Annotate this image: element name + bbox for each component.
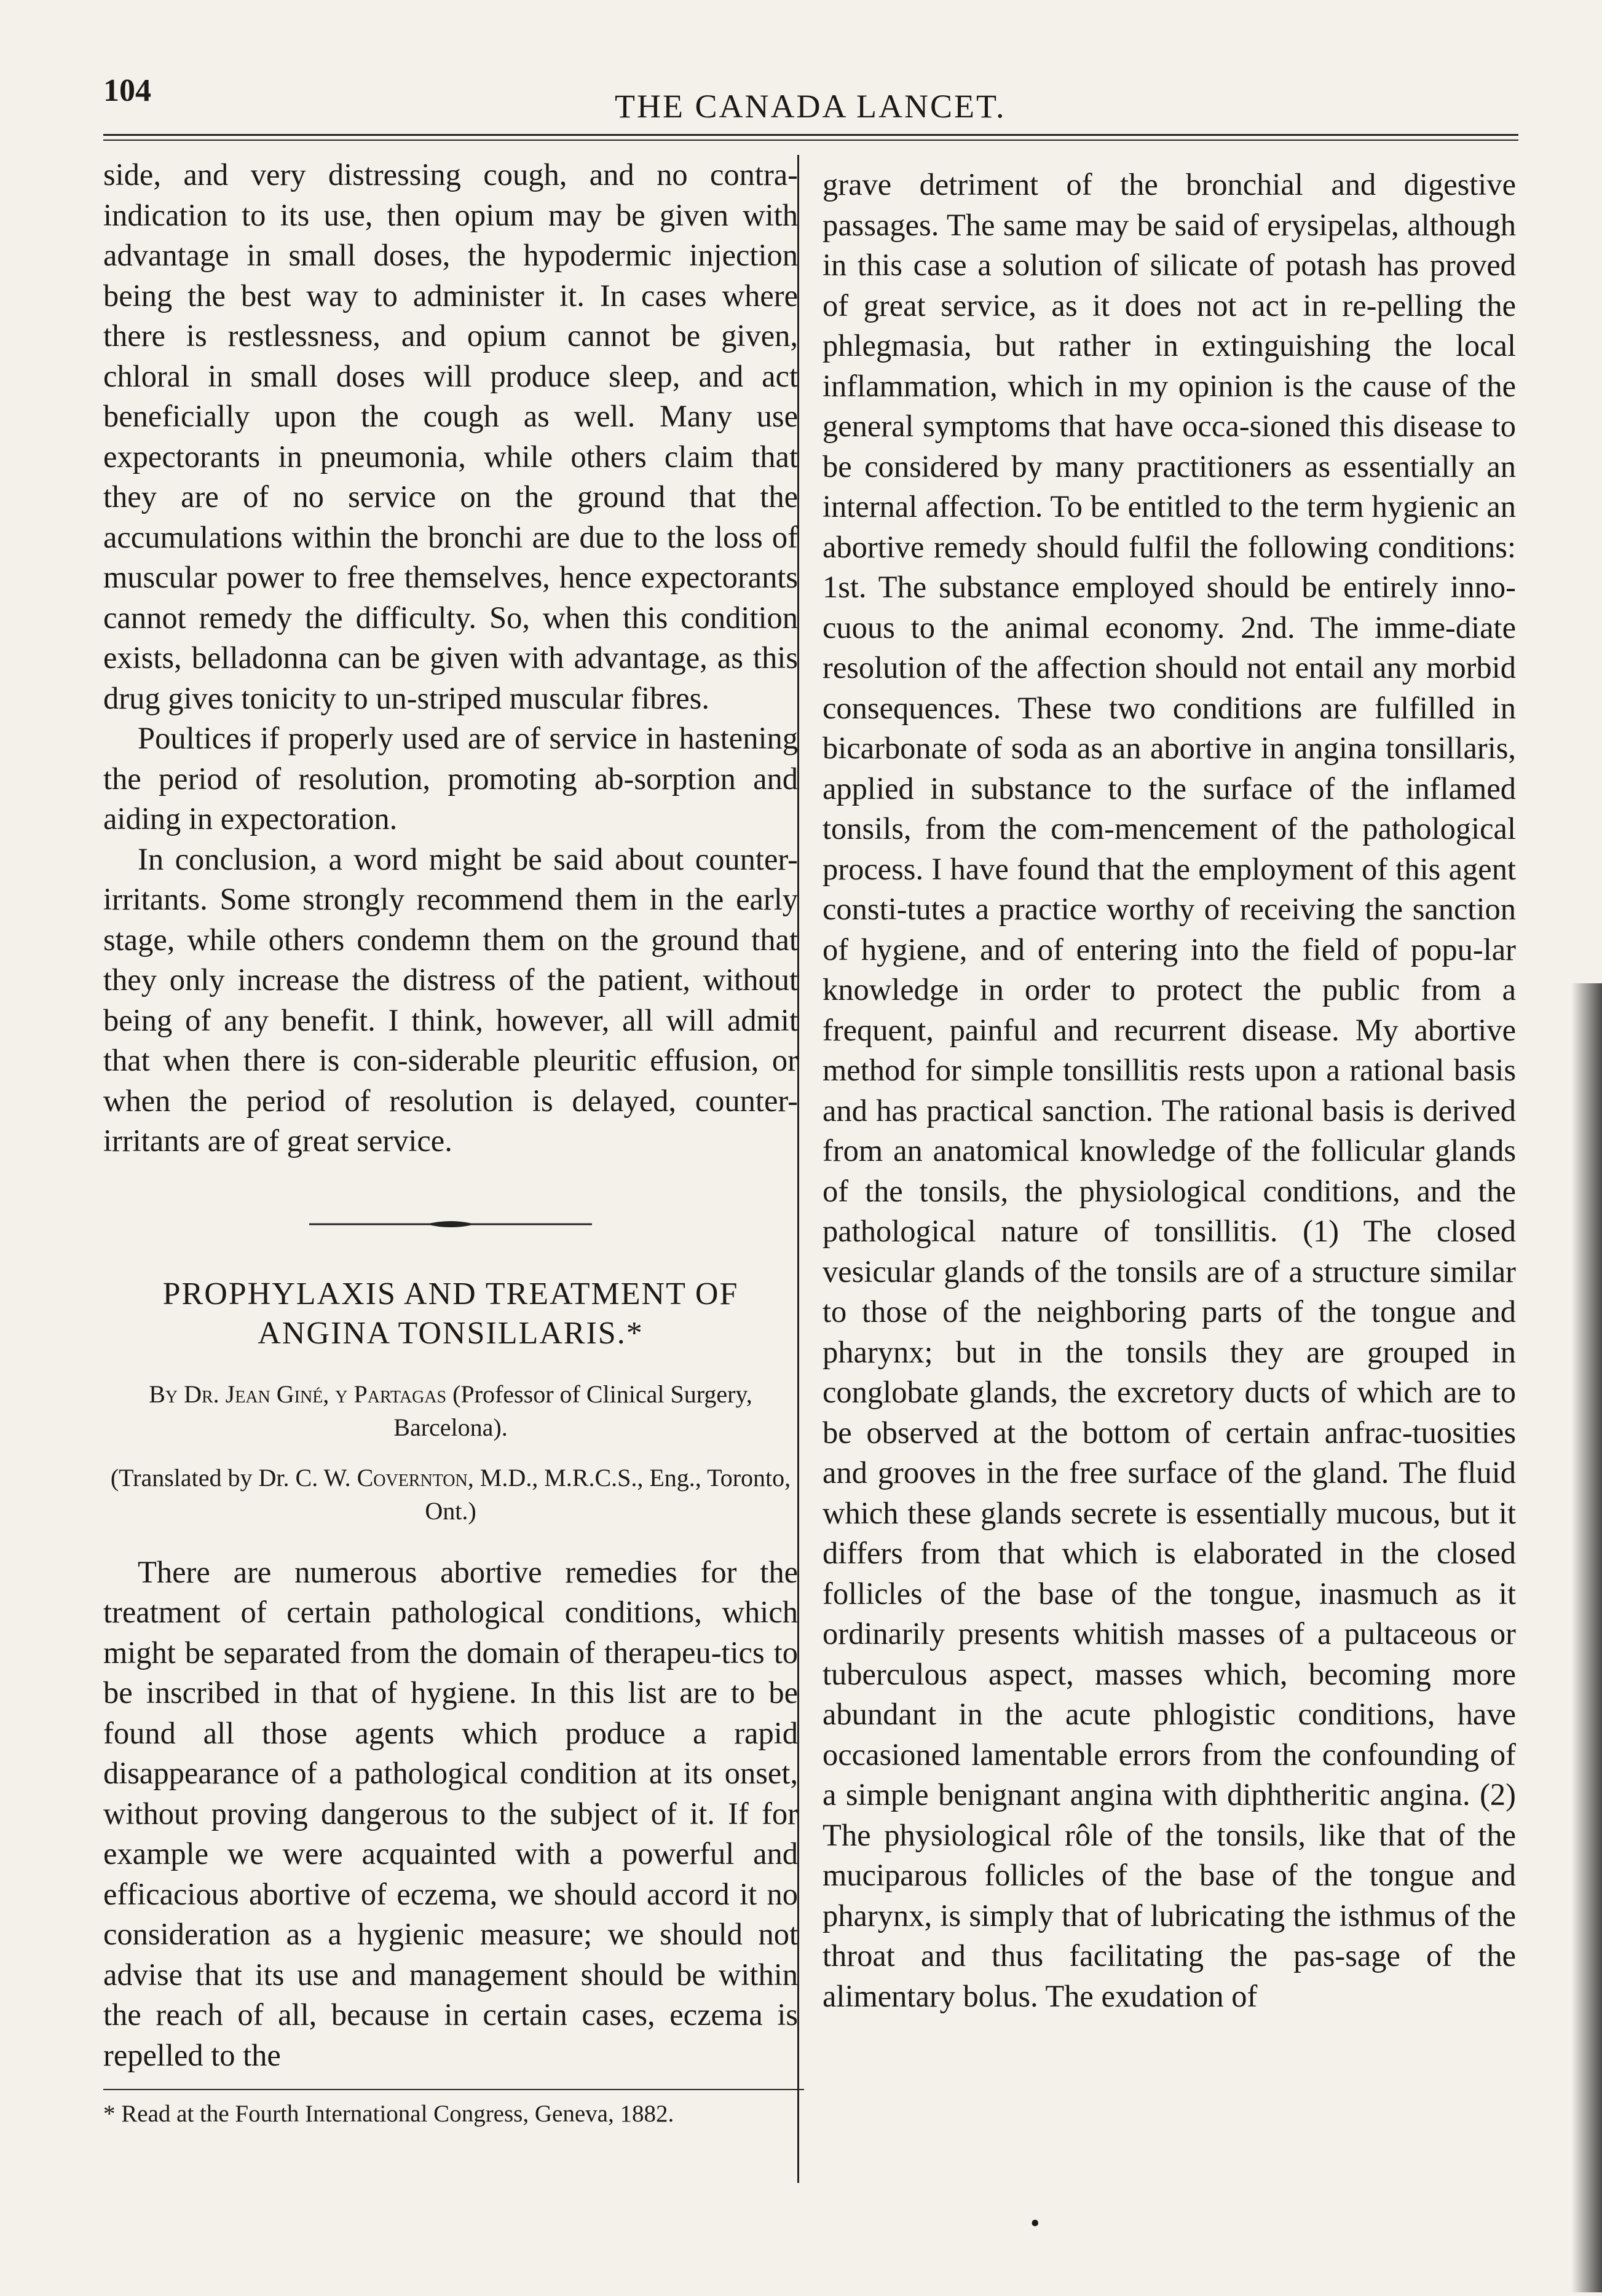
right-paragraph-1: grave detriment of the bronchial and digestive passages. The same may be said of erysipelas, although in this case a solution of silicate of potash has proved of great service, as it does not act in re-pelling the phlegmasia, but rather in extinguishing the local inflammation, which in my opinion is the cause of the general symptoms that have occa-sioned this disease to be considered by many practitioners as essentially an internal affection. To be entitled to the term hygienic an abortive remedy should fulfil the following conditions: 1st. The substance employed should be entirely inno-cuous to the animal economy. 2nd. The imme-diate resolution of the affection should not entail any morbid consequences. These two conditions are fulfilled in bicarbonate of soda as an abortive in angina tonsillaris, applied in substance to the surface of the inflamed tonsils, from the com-mencement of the pathological process. I have found that the employment of this agent consti-tutes a practice worthy of receiving the sanction of hygiene, and of entering into the field of popu-lar knowledge in order to protect the public from a frequent, painful and recurrent disease. My abortive method for simple tonsillitis rests upon a rational basis and has practical sanction. The rational basis is derived from an anatomical knowledge of the follicular glands of the tonsils, the physiological conditions, and the pathological nature of tonsillitis. (1) The closed vesicular glands of the tonsils are of a structure similar to those of the neighboring parts of the tongue and pharynx; but in the tonsils they are grouped in conglobate glands, the excretory ducts of which are to be observed at the bottom of certain anfrac-tuosities and grooves in the free surface of the gland. The fluid which these glands secrete is essentially mucous, but it differs from that which is elaborated in the closed follicles of the base of the tongue, inasmuch as it ordinarily presents whitish masses of a pultaceous or tuberculous aspect, masses which, becoming more abundant in the acute phlogistic conditions, have occasioned lamentable errors from the confounding of a simple benignant angina with diphtheritic angina. (2) The physiological rôle of the tonsils, like that of the muciparous follicles of the base of the tongue and pharynx, is simply that of lubricating the isthmus of the throat and thus facilitating the pas-sage of the alimentary bolus. The exudation of bbox=[823, 167, 1516, 2013]
translator-rest: M.D., M.R.C.S., Eng., Toronto, Ont.) bbox=[425, 1463, 791, 1525]
left-paragraph-1: side, and very distressing cough, and no contra-indication to its use, then opium may be given with advantage in small doses, the hypodermic injection being the best way to administer it. In cases where there is restlessness, and opium cannot be given, chloral in small doses will produce sleep, and act beneficially upon the cough as well. Many use expectorants in pneumonia, while others claim that they are of no service on the ground that the accumulations within the bronchi are due to the loss of muscular power to free themselves, hence expectorants cannot remedy the difficulty. So, when this condition exists, belladonna can be given with advantage, as this drug gives tonicity to un-striped muscular fibres. bbox=[103, 157, 798, 715]
byline-by: By bbox=[149, 1380, 178, 1408]
left-paragraph-4: There are numerous abortive remedies for the treatment of certain pathological conditions, which might be separated from the domain of therapeu-tics to be inscribed in that of hygiene. In this list are to be found all those agents which produce a rapid disappearance of a pathological condition at its onset, without proving dangerous to the subject of it. If for example we were acquainted with a powerful and efficacious abortive of eczema, we should accord it no consideration as a hygienic measure; we should not advise that its use and management should be within the reach of all, because in certain cases, eczema is repelled to the bbox=[103, 1554, 798, 2072]
scan-edge-shadow bbox=[1571, 983, 1602, 2292]
left-column bbox=[103, 155, 798, 2129]
footnote: * Read at the Fourth International Congress, Geneva, 1882. bbox=[103, 2101, 674, 2127]
translator-prefix: (Translated by Dr. bbox=[110, 1463, 290, 1492]
page-number: 104 bbox=[103, 73, 151, 108]
left-paragraph-3: In conclusion, a word might be said about counter-irritants. Some strongly recommend them in the early stage, while others condemn them on the ground that they only increase the distress of the patient, without being of any benefit. I think, however, all will admit that when there is con-siderable pleuritic effusion, or when the period of resolution is delayed, counter-irritants are of great service. bbox=[103, 841, 798, 1158]
translator-credit bbox=[103, 1461, 798, 1528]
byline-affiliation: (Professor of Clinical Surgery, Barcelona). bbox=[393, 1380, 752, 1441]
running-title: THE CANADA LANCET. bbox=[615, 88, 1006, 125]
left-paragraph-2: Poultices if properly used are of service in hastening the period of resolution, promoting ab-sorption and aiding in expectoration. bbox=[103, 721, 798, 836]
translator-name: C. W. Covernton, bbox=[295, 1463, 474, 1492]
header-rule bbox=[103, 134, 1518, 141]
author-byline bbox=[103, 1378, 798, 1444]
article-title bbox=[103, 1275, 798, 1353]
right-column bbox=[823, 165, 1516, 2016]
article-title-line-2: ANGINA TONSILLARIS.* bbox=[258, 1315, 644, 1351]
section-ornament bbox=[309, 1217, 592, 1232]
bottom-dot-mark: • bbox=[1030, 2208, 1040, 2238]
byline-author: Dr. Jean Giné, y Partagas bbox=[184, 1380, 447, 1408]
article-title-line-1: PROPHYLAXIS AND TREATMENT OF bbox=[162, 1276, 739, 1311]
footnote-rule bbox=[103, 2089, 804, 2090]
